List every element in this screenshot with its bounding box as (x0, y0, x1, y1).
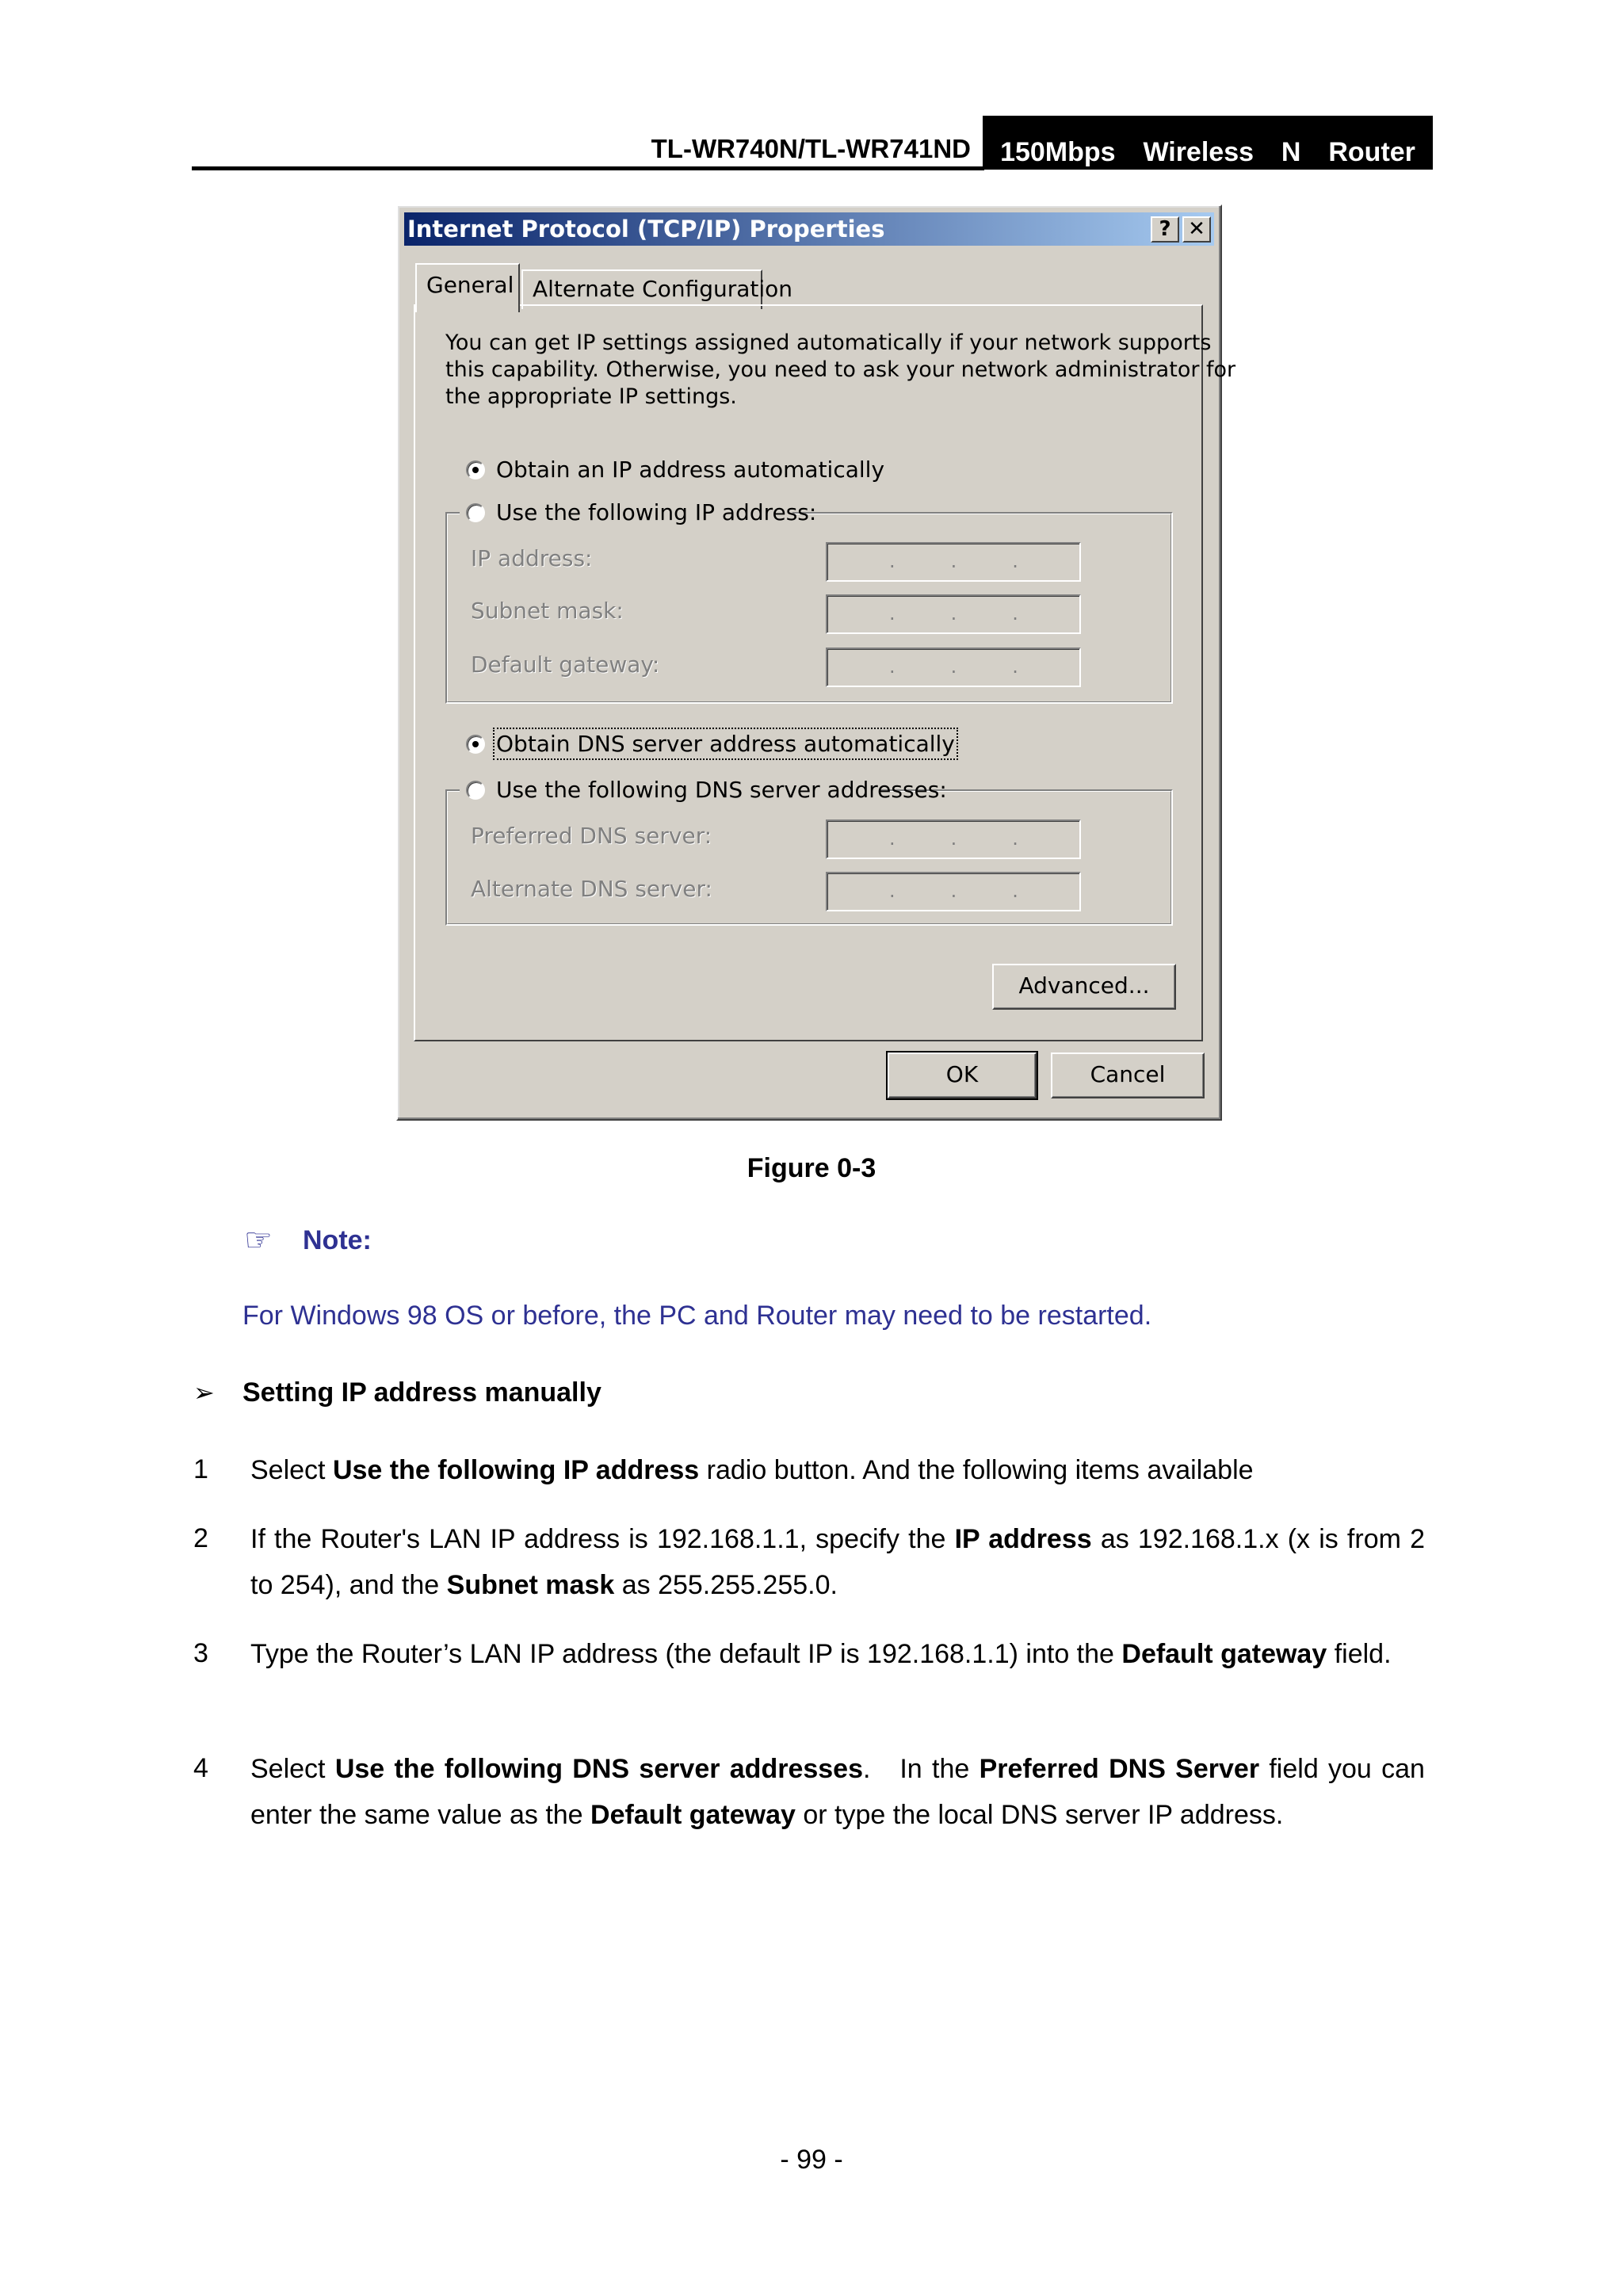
step-text (250, 1631, 1425, 1677)
radio-obtain-ip[interactable] (466, 457, 884, 483)
alternate-dns-label: Alternate DNS server: (471, 876, 712, 902)
step-number: 4 (193, 1753, 208, 1783)
subnet-mask-input[interactable]: ... (826, 594, 1081, 634)
step-fragment: If the Router's LAN IP address is 192.168.1.1, specify the (250, 1524, 955, 1554)
step-fragment: as 192.168.1.x (x is from 2 to 254), and the (250, 1524, 1433, 1600)
note-text: For Windows 98 OS or before, the PC and Router may need to be restarted. (242, 1301, 1152, 1331)
header-rule (192, 166, 984, 170)
header-product: 150Mbps Wireless N Router (1000, 137, 1415, 167)
help-icon[interactable]: ? (1151, 216, 1179, 243)
close-icon[interactable]: ✕ (1182, 216, 1211, 243)
pointing-hand-icon: ☞ (244, 1223, 273, 1258)
intro-line: this capability. Otherwise, you need to ask your network administrator for (445, 357, 1236, 382)
intro-line: You can get IP settings assigned automatically if your network supports (445, 330, 1212, 355)
intro-text (445, 330, 1236, 411)
header-model: TL-WR740N/TL-WR741ND (651, 134, 971, 163)
tcpip-properties-dialog (396, 204, 1236, 1121)
step-emphasis: Subnet mask (446, 1570, 615, 1600)
radio-obtain-dns-label: Obtain DNS server address automatically (496, 731, 955, 757)
ip-address-label: IP address: (471, 545, 593, 571)
step-fragment: or type the local DNS server IP address. (795, 1800, 1284, 1830)
step-number: 3 (193, 1638, 208, 1668)
ok-button[interactable]: OK (888, 1052, 1037, 1098)
step-emphasis: Default gateway (590, 1800, 796, 1830)
header-product-box (983, 116, 1433, 170)
step-emphasis: Default gateway (1121, 1639, 1327, 1669)
step-fragment: radio button. And the following items available (699, 1455, 1254, 1485)
step-emphasis: Use the following IP address (332, 1455, 700, 1485)
note-title: Note: (303, 1225, 372, 1255)
step-emphasis: Use the following DNS server addresses (334, 1754, 863, 1784)
step-fragment: Select (250, 1455, 333, 1485)
radio-unchecked-icon[interactable] (466, 503, 485, 522)
step-fragment: field you can enter the same value as the (250, 1754, 1433, 1830)
step-fragment: Type the Router’s LAN IP address (the default IP is 192.168.1.1) into the (250, 1639, 1122, 1669)
tab-alternate-configuration[interactable]: Alternate Configuration (521, 269, 762, 309)
radio-use-ip-label: Use the following IP address: (496, 499, 817, 525)
step-fragment: Select (250, 1754, 335, 1784)
dialog-title: Internet Protocol (TCP/IP) Properties (407, 216, 885, 243)
preferred-dns-input[interactable]: ... (826, 819, 1081, 859)
ip-address-input[interactable]: ... (826, 542, 1081, 582)
subnet-mask-label: Subnet mask: (471, 598, 624, 624)
default-gateway-label: Default gateway: (471, 651, 660, 678)
default-gateway-input[interactable]: ... (826, 648, 1081, 687)
step-emphasis: Preferred DNS Server (979, 1754, 1260, 1784)
step-text (250, 1447, 1425, 1493)
step-text (250, 1746, 1433, 1838)
tab-general[interactable]: General (415, 263, 520, 312)
radio-checked-icon[interactable] (466, 460, 485, 479)
step-text (250, 1516, 1433, 1608)
radio-use-dns[interactable] (466, 777, 947, 803)
preferred-dns-label: Preferred DNS server: (471, 823, 712, 849)
step-number: 2 (193, 1523, 208, 1553)
step-fragment: field. (1327, 1639, 1392, 1669)
section-heading: Setting IP address manually (242, 1377, 601, 1408)
advanced-button[interactable]: Advanced... (992, 964, 1176, 1010)
page-number: - 99 - (780, 2145, 843, 2175)
radio-checked-icon[interactable] (466, 735, 485, 754)
step-emphasis: IP address (954, 1524, 1092, 1554)
radio-use-dns-label: Use the following DNS server addresses: (496, 777, 947, 803)
step-fragment: as 255.255.255.0. (614, 1570, 838, 1600)
step-number: 1 (193, 1454, 208, 1484)
step-fragment: . In the (863, 1754, 980, 1784)
arrow-bullet-icon: ➢ (193, 1378, 215, 1407)
radio-obtain-dns[interactable] (466, 731, 955, 757)
intro-line: the appropriate IP settings. (445, 384, 737, 409)
cancel-button[interactable]: Cancel (1051, 1052, 1205, 1098)
figure-caption: Figure 0-3 (747, 1153, 876, 1183)
radio-obtain-ip-label: Obtain an IP address automatically (496, 457, 885, 483)
dialog-titlebar (404, 212, 1214, 246)
alternate-dns-input[interactable]: ... (826, 872, 1081, 911)
radio-unchecked-icon[interactable] (466, 781, 485, 800)
radio-use-ip[interactable] (466, 499, 816, 525)
